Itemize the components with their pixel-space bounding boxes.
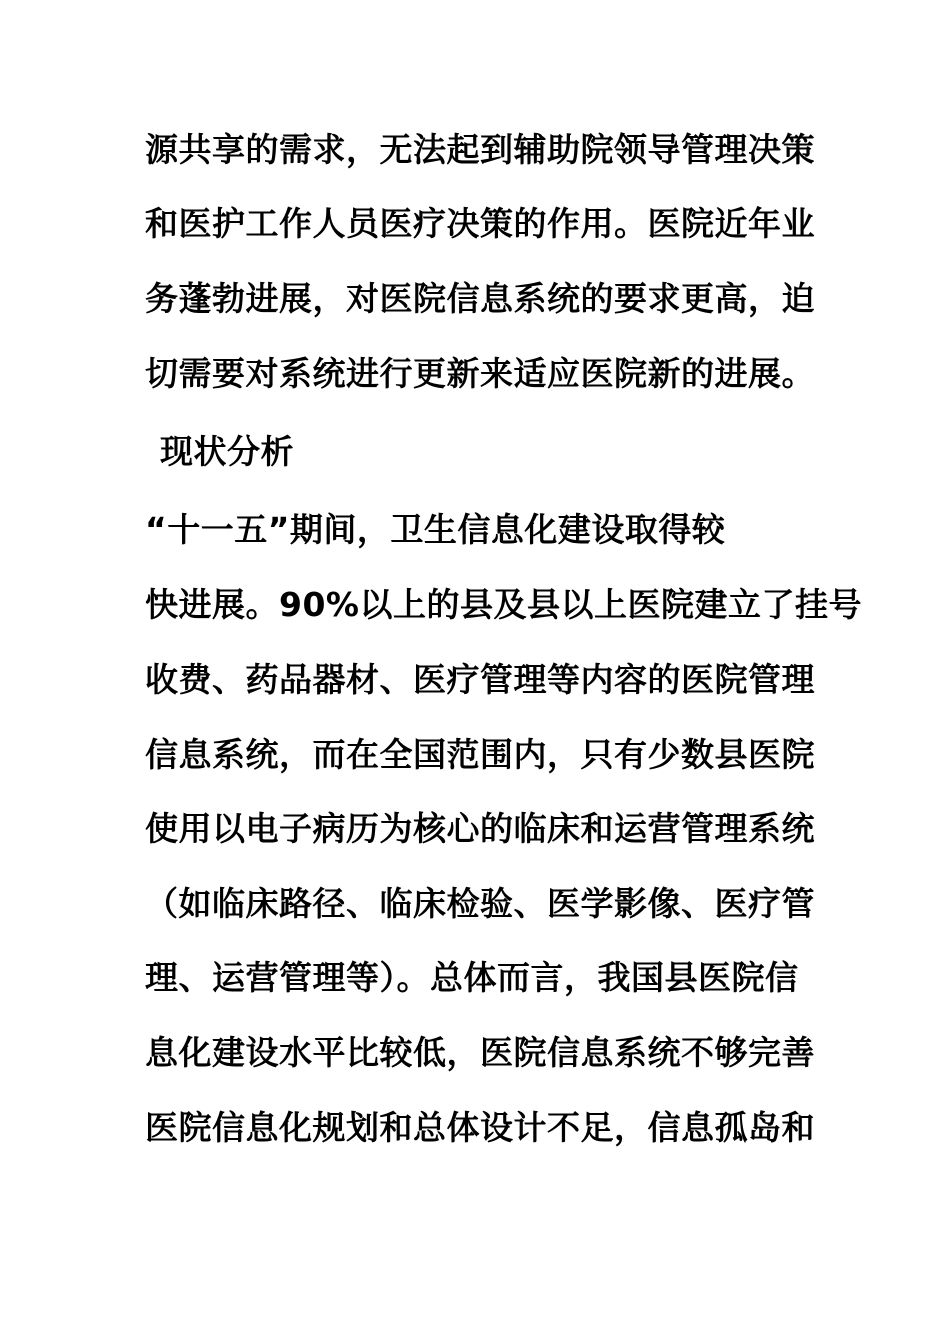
paragraph-line: 理、运营管理等）。总体而言，我国县医院信 (145, 958, 799, 997)
paragraph-line: 信息系统，而在全国范围内，只有少数县医院 (145, 735, 815, 774)
paragraph-line: 和医护工作人员医疗决策的作用。医院近年业 (145, 204, 815, 243)
paragraph-line: 源共享的需求，无法起到辅助院领导管理决策 (145, 130, 815, 169)
paragraph-line: 医院信息化规划和总体设计不足，信息孤岛和 (145, 1108, 815, 1147)
paragraph-line: 收费、药品器材、医疗管理等内容的医院管理 (145, 660, 815, 699)
paragraph-line: 使用以电子病历为核心的临床和运营管理系统 (145, 809, 815, 848)
section-heading: 现状分析 (160, 432, 294, 471)
paragraph-line: 快进展。90%以上的县及县以上医院建立了挂号 (145, 585, 862, 624)
paragraph-line: 切需要对系统进行更新来适应医院新的进展。 (145, 354, 815, 393)
paragraph-line: （如临床路径、临床检验、医学影像、医疗管 (145, 884, 815, 923)
paragraph-line: “十一五”期间，卫生信息化建设取得较 (145, 510, 726, 549)
paragraph-line: 息化建设水平比较低，医院信息系统不够完善 (145, 1033, 815, 1072)
paragraph-line: 务蓬勃进展，对医院信息系统的要求更高，迫 (145, 279, 815, 318)
